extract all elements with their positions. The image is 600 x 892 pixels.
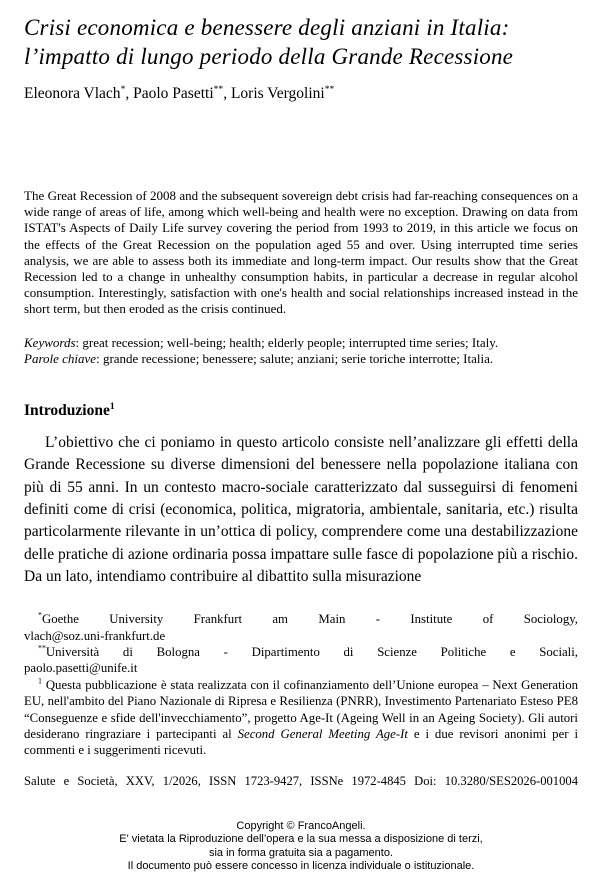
footnote-1-number: 1 xyxy=(38,676,42,686)
author-1-affiliation-mark: * xyxy=(120,83,126,95)
section-heading-introduzione xyxy=(24,401,578,420)
paper-title-line2: l’impatto di lungo periodo della Grande Recessione xyxy=(24,44,514,69)
author-line xyxy=(24,84,578,103)
author-separator: , xyxy=(223,85,231,102)
footnote-affiliation-1-mark: * xyxy=(38,610,42,620)
copyright-line-4: Il documento può essere concesso in licenza individuale o istituzionale. xyxy=(127,860,475,873)
section-heading-footnote-ref: 1 xyxy=(109,400,115,412)
copyright-line-1: Copyright © FrancoAngeli. xyxy=(236,819,366,832)
copyright-line-3: sia in forma gratuita sia a pagamento. xyxy=(208,846,394,859)
footnote-affiliation-1 xyxy=(24,611,578,644)
author-1-name: Eleonora Vlach xyxy=(24,85,121,102)
author-2-affiliation-mark: ** xyxy=(213,83,224,95)
keywords-block xyxy=(24,335,578,367)
copyright-line-2: E' vietata la Riproduzione dell’opera e la sua messa a disposizione di terzi, xyxy=(119,833,483,846)
paper-title-line1: Crisi economica e benessere degli anziani in Italia: xyxy=(24,15,510,40)
keywords-text-it: : grande recessione; benessere; salute; anziani; serie toriche interrotte; Italia. xyxy=(96,350,494,366)
footnote-affiliation-2-email: paolo.pasetti@unife.it xyxy=(24,661,138,676)
keywords-text-en: : great recession; well-being; health; elderly people; interrupted time series; Italy. xyxy=(75,334,499,350)
paper-title xyxy=(24,13,578,71)
abstract-paragraph: The Great Recession of 2008 and the subsequent sovereign debt crisis had far-reaching consequences on a wide range of areas of life, among which well-being and health were no exception. Drawing on data from ISTAT's Aspects of Daily Life survey covering the period from 1993 to 2019, in this article we focus on the effects of the Great Recession on the population aged 55 and over. Using interrupted time series analysis, we are able to assess both its immediate and long-term impact. Our results show that the Great Recession led to a change in unhealthy consumption habits, in particular a decrease in regular alcohol consumption. Interestingly, satisfaction with one's health and social relationships increased instead in the short term, but then eroded as the crisis continued. xyxy=(24,188,578,317)
footnote-affiliation-1-email: vlach@soz.uni-frankfurt.de xyxy=(24,628,166,643)
footnote-1-text-a: Questa pubblicazione è stata realizzata con il cofinanziamento dell’Unione europea – Next Generation EU, nell'ambito del Piano Nazionale di Ripresa e Resilienza (PNRR), Investimento Partenariato Esteso PE8 “Conseguenze e sfide dell'invecchiamento”, progetto Age-It (Ageing Well in an Ageing Society). Gli autori desiderano ringraziare i partecipanti al xyxy=(24,677,578,741)
keywords-line-it xyxy=(24,351,578,367)
footnote-affiliation-2-text: Università di Bologna - Dipartimento di Scienze Politiche e Sociali, xyxy=(45,644,578,659)
copyright-footer xyxy=(24,820,578,874)
journal-citation-line: Salute e Società, XXV, 1/2026, ISSN 1723-9427, ISSNe 1972-4845 Doi: 10.3280/SES2026-001004 xyxy=(24,773,578,788)
footnote-affiliation-2 xyxy=(24,644,578,677)
keywords-line-en xyxy=(24,335,578,351)
footnote-affiliation-2-mark: ** xyxy=(38,643,46,653)
author-2-name: Paolo Pasetti xyxy=(133,85,214,102)
footnote-affiliation-1-text: Goethe University Frankfurt am Main - Institute of Sociology, xyxy=(41,612,578,627)
footnote-1-text-b: e i due revisori anonimi per i commenti e i suggerimenti ricevuti. xyxy=(24,726,578,758)
intro-paragraph: L’obiettivo che ci poniamo in questo articolo consiste nell’analizzare gli effetti della Grande Recessione su diverse dimensioni del benessere nella popolazione italiana con più di 55 anni. In un contesto macro-sociale caratterizzato dal susseguirsi di fenomeni definiti come di crisi (economica, politica, migratoria, ambientale, sanitaria, etc.) risulta particolarmente rilevante in un’ottica di policy, comprendere come una destabilizzazione delle pratiche di azione ordinaria possa impattare sulle fasce di popolazione più a rischio. Da un lato, intendiamo contribuire al dibattito sulla misurazione xyxy=(24,434,578,585)
footnote-affiliation-2-line1 xyxy=(24,644,578,660)
author-3 xyxy=(231,85,334,102)
author-3-affiliation-mark: ** xyxy=(324,83,335,95)
footnotes-block xyxy=(24,611,578,759)
author-2 xyxy=(133,85,231,102)
author-separator: , xyxy=(125,85,134,102)
author-1 xyxy=(24,85,133,102)
section-heading-text: Introduzione xyxy=(24,402,110,420)
author-3-name: Loris Vergolini xyxy=(230,85,325,102)
footnote-1-italic-title: Second General Meeting Age-It xyxy=(237,726,408,741)
keywords-label-en: Keywords xyxy=(24,334,76,350)
footnote-affiliation-1-line1 xyxy=(24,611,578,627)
keywords-label-it: Parole chiave xyxy=(24,350,97,366)
footnote-1 xyxy=(24,677,578,759)
